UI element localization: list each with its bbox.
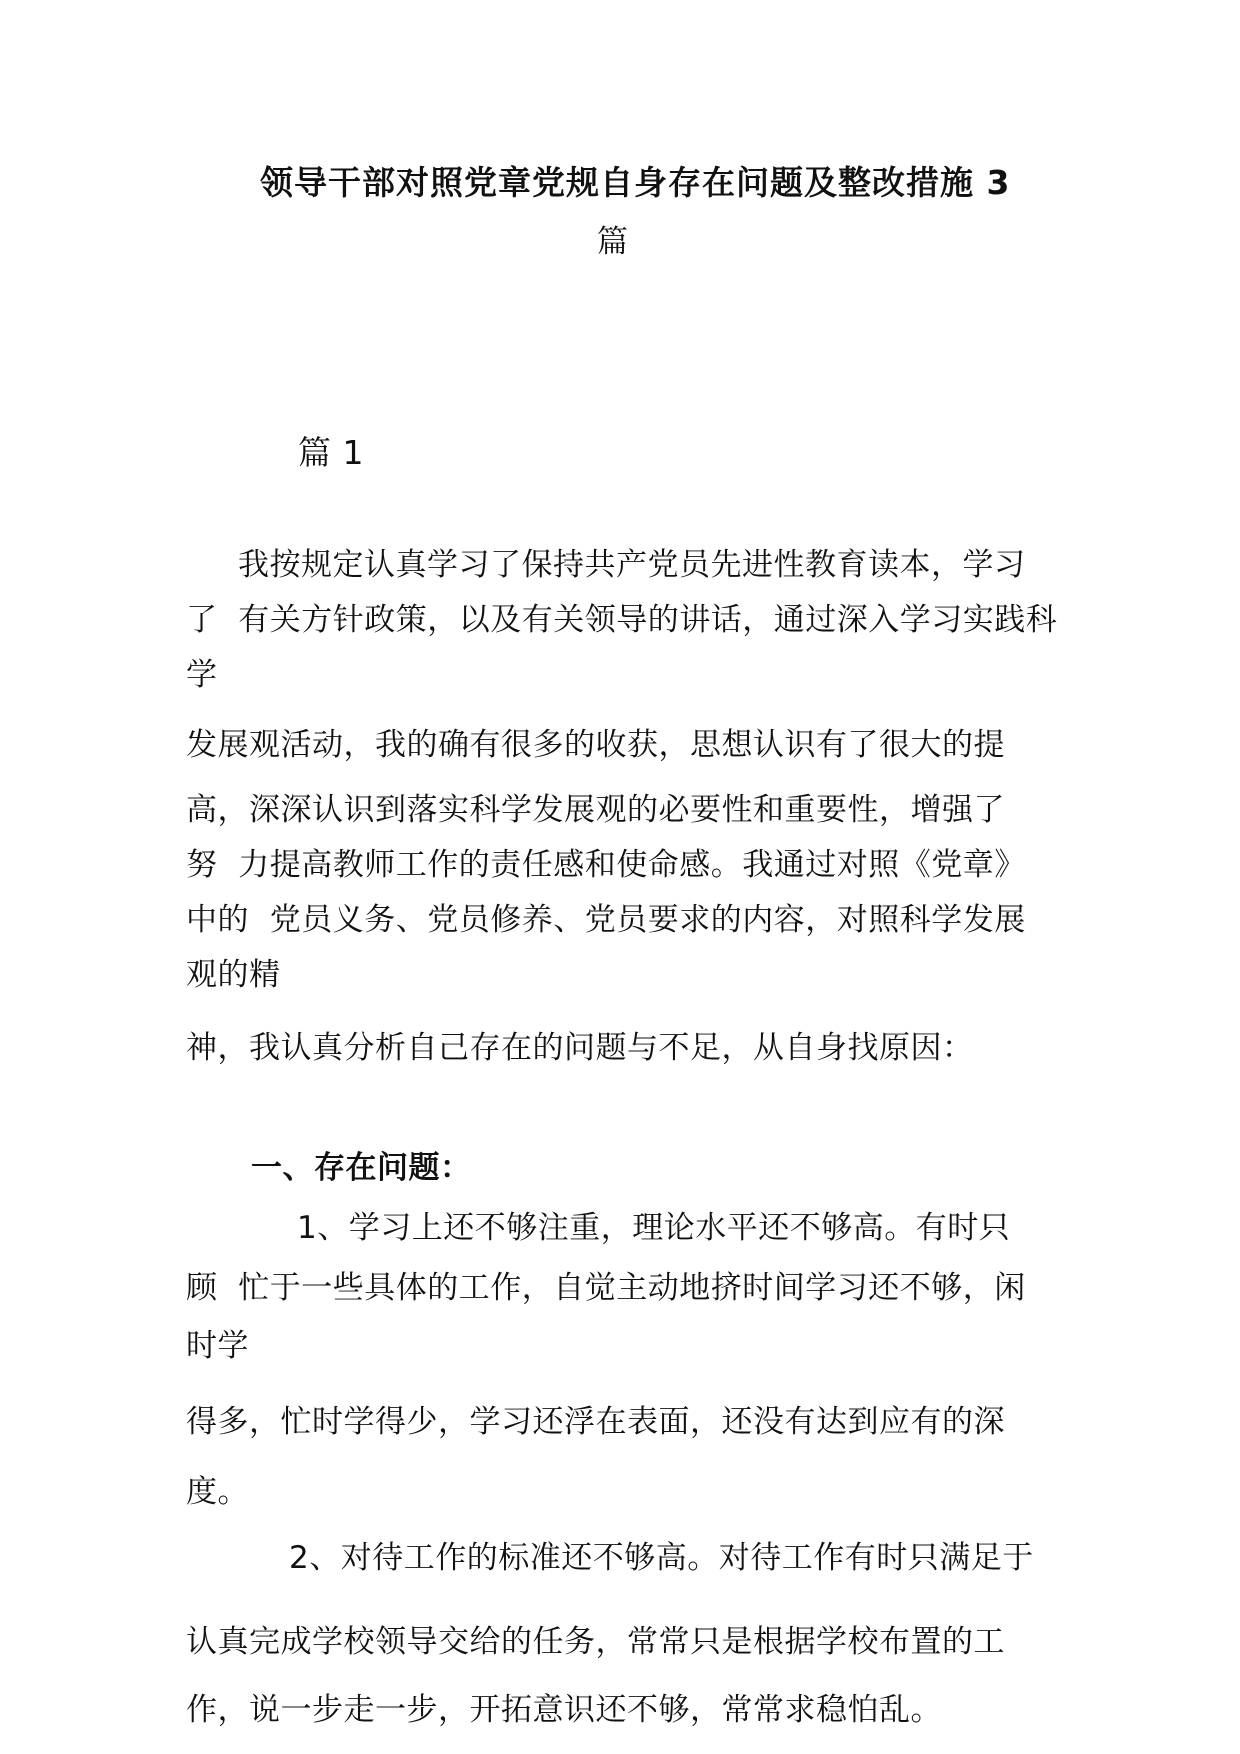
paragraph-line: 神，我认真分析自己存在的问题与不足，从自身找原因： — [186, 1030, 974, 1066]
paragraph-line: 中的 党员义务、党员修养、党员要求的内容，对照科学发展 — [186, 902, 1026, 938]
document-title-line-1: 领导干部对照党章党规自身存在问题及整改措施 3 — [260, 163, 1011, 202]
paragraph-line: 观的精 — [186, 957, 281, 993]
section-heading: 一、存在问题： — [251, 1150, 472, 1186]
item-line: 顾 忙于一些具体的工作，自觉主动地挤时间学习还不够，闲 — [186, 1270, 1026, 1306]
paragraph-line: 努 力提高教师工作的责任感和使命感。我通过对照《党章》 — [186, 847, 1026, 883]
paragraph-line: 高，深深认识到落实科学发展观的必要性和重要性，增强了 — [186, 792, 1005, 828]
item-line: 2、对待工作的标准还不够高。对待工作有时只满足于 — [289, 1540, 1034, 1576]
item-line: 得多，忙时学得少，学习还浮在表面，还没有达到应有的深 — [186, 1404, 1005, 1440]
item-line: 1、学习上还不够注重，理论水平还不够高。有时只 — [297, 1210, 1011, 1246]
chapter-heading: 篇 1 — [298, 433, 364, 472]
item-line: 作，说一步走一步，开拓意识还不够，常常求稳怕乱。 — [186, 1692, 942, 1728]
paragraph-line: 学 — [186, 657, 218, 693]
document-title-line-2: 篇 — [597, 224, 629, 260]
item-line: 时学 — [186, 1328, 249, 1364]
paragraph-line: 我按规定认真学习了保持共产党员先进性教育读本，学习 — [238, 547, 1026, 583]
item-line: 认真完成学校领导交给的任务，常常只是根据学校布置的工 — [186, 1624, 1005, 1660]
paragraph-line: 发展观活动，我的确有很多的收获，思想认识有了很大的提 — [186, 727, 1005, 763]
paragraph-line: 了 有关方针政策，以及有关领导的讲话，通过深入学习实践科 — [186, 602, 1058, 638]
item-line: 度。 — [186, 1474, 249, 1510]
